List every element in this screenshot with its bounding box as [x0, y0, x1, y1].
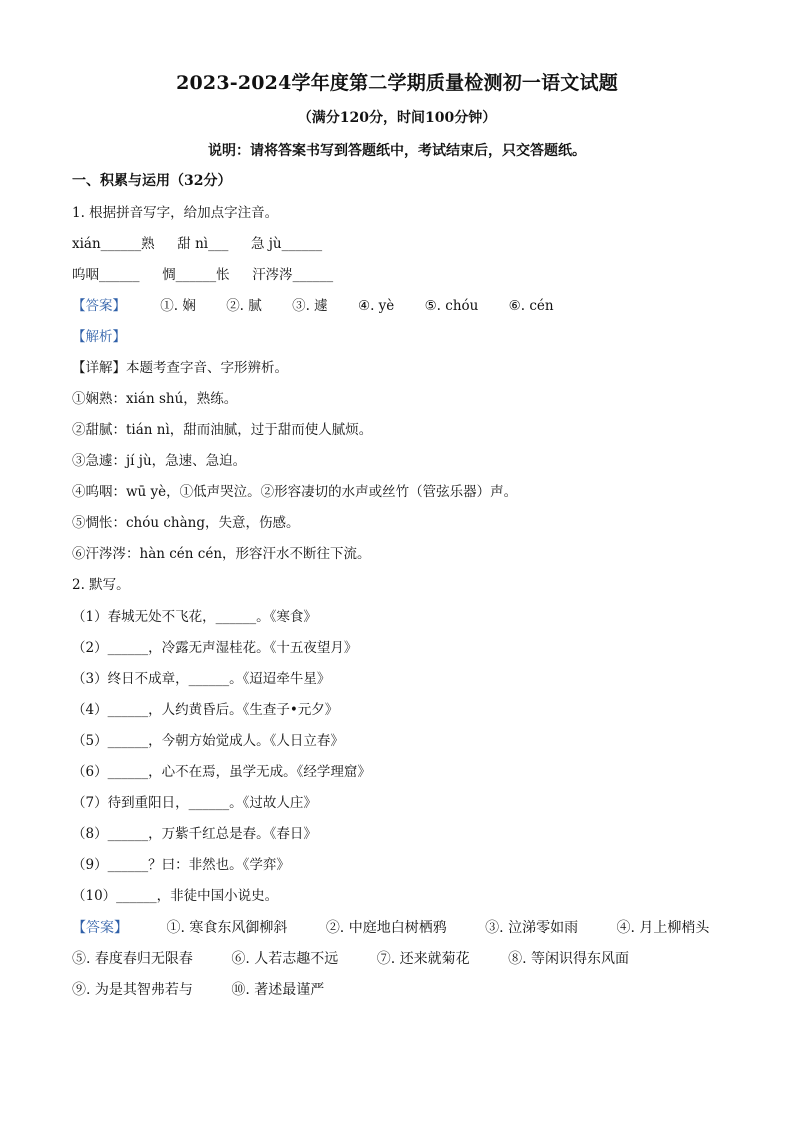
question-1-stem: 1. 根据拼音写字，给加点字注音。: [72, 205, 279, 221]
analysis-tag: 【解析】: [72, 329, 126, 345]
q1-blank-1: xián______熟: [72, 236, 155, 252]
dictation-item-5: （5）______，今朝方始觉成人。《人日立春》: [72, 733, 344, 749]
q2-answer-9: ⑨. 为是其智弗若与: [72, 982, 193, 998]
q2-answer-6: ⑥. 人若志趣不远: [231, 951, 339, 967]
q1-answer-3: ③. 遽: [292, 298, 328, 314]
explanation-4: ④呜咽：wū yè，①低声哭泣。②形容凄切的水声或丝竹（管弦乐器）声。: [72, 484, 518, 500]
q1-row-1: [72, 234, 732, 254]
answer-tag: 【答案】: [72, 920, 128, 936]
q1-answer-4: ④. yè: [357, 298, 395, 314]
q1-blank-3: 急 jù______: [250, 236, 323, 252]
q2-answer-3: ③. 泣涕零如雨: [485, 920, 579, 936]
q2-answer-7: ⑦. 还来就菊花: [376, 951, 470, 967]
dictation-item-6: （6）______，心不在焉，虽学无成。《经学理窟》: [72, 764, 371, 780]
q2-answer-4: ④. 月上柳梢头: [616, 920, 710, 936]
dictation-item-10: （10）______，非徒中国小说史。: [72, 888, 279, 904]
q1-answer-6: ⑥. cén: [508, 298, 554, 314]
answer-tag: 【答案】: [72, 298, 126, 314]
q2-answer-block: [72, 913, 732, 1006]
dictation-item-7: （7）待到重阳日，______。《过故人庄》: [72, 795, 317, 811]
q1-answer-1: ①. 娴: [160, 298, 196, 314]
q2-answer-8: ⑧. 等闲识得东风面: [508, 951, 629, 967]
q1-blank-5: 惆______怅: [162, 267, 230, 283]
q1-answer-5: ⑤. chóu: [424, 298, 479, 314]
dictation-item-3: （3）终日不成章，______。《迢迢牵牛星》: [72, 671, 331, 687]
q1-blank-4: 呜咽______: [72, 267, 140, 283]
detail-heading: 【详解】本题考查字音、字形辨析。: [72, 360, 288, 376]
explanation-6: ⑥汗涔涔：hàn cén cén，形容汗水不断往下流。: [72, 546, 371, 562]
page-title: 2023-2024学年度第二学期质量检测初一语文试题: [176, 72, 618, 94]
dictation-item-2: （2）______，冷露无声湿桂花。《十五夜望月》: [72, 640, 358, 656]
q1-blank-6: 汗涔涔______: [252, 267, 334, 283]
section-heading: 一、积累与运用（32分）: [72, 173, 232, 189]
explanation-3: ③急遽：jí jù，急速、急迫。: [72, 453, 247, 469]
q1-answer-row: [72, 296, 732, 316]
q1-row-2: [72, 265, 732, 285]
dictation-item-8: （8）______，万紫千红总是春。《春日》: [72, 826, 317, 842]
q2-answer-10: ⑩. 著述最谨严: [231, 982, 325, 998]
explanation-2: ②甜腻：tián nì，甜而油腻，过于甜而使人腻烦。: [72, 422, 373, 438]
explanation-5: ⑤惆怅：chóu chàng，失意，伤感。: [72, 515, 300, 531]
explanation-1: ①娴熟：xián shú，熟练。: [72, 391, 238, 407]
dictation-item-9: （9）______？曰：非然也。《学弈》: [72, 857, 290, 873]
dictation-item-1: （1）春城无处不飞花，______。《寒食》: [72, 609, 317, 625]
instructions-note: 说明：请将答案书写到答题纸中，考试结束后，只交答题纸。: [208, 143, 586, 159]
q1-answer-2: ②. 腻: [226, 298, 262, 314]
dictation-item-4: （4）______，人约黄昏后。《生查子•元夕》: [72, 702, 339, 718]
q1-blank-2: 甜 nì___: [177, 236, 229, 252]
question-2-stem: 2. 默写。: [72, 577, 130, 593]
q2-answer-5: ⑤. 春度春归无限春: [72, 951, 193, 967]
q2-answer-1: ①. 寒食东风御柳斜: [166, 920, 288, 936]
page-subtitle: （满分120分，时间100分钟）: [297, 110, 497, 126]
q2-answer-2: ②. 中庭地白树栖鸦: [325, 920, 447, 936]
